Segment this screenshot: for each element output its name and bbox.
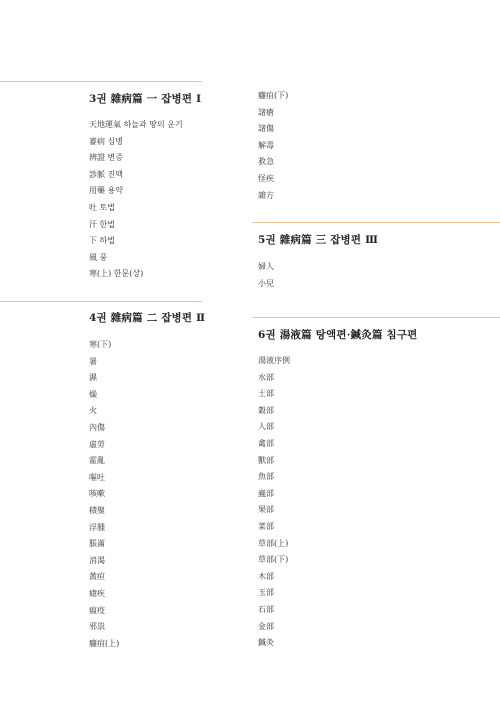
section-heading-vol3: 3권 雜病篇 一 잡병편 Ⅰ — [89, 93, 202, 105]
section-list-vol5 — [258, 259, 274, 292]
list-item: 諸傷 — [258, 124, 274, 134]
list-item: 木部 — [258, 571, 274, 581]
list-item: 諸瘡 — [258, 107, 274, 117]
list-item: 穀部 — [258, 405, 274, 415]
list-item: 汗 한법 — [89, 219, 115, 229]
list-item: 下 하법 — [89, 236, 115, 246]
list-item: 咳嗽 — [89, 489, 105, 499]
list-item: 天地運氣 하늘과 땅의 운기 — [89, 120, 183, 129]
list-item: 果部 — [258, 505, 274, 515]
list-item: 鍼灸 — [258, 638, 274, 648]
list-item: 嘔吐 — [89, 472, 105, 482]
section-rule-vol6 — [252, 317, 500, 318]
list-item: 辨證 변증 — [89, 153, 123, 163]
list-item: 邪祟 — [89, 622, 105, 632]
list-item: 石部 — [258, 604, 274, 614]
list-item: 救急 — [258, 157, 274, 167]
list-item: 暑 — [89, 356, 97, 366]
section-heading-vol4: 4권 雜病篇 二 잡병편 Ⅱ — [89, 312, 206, 324]
section-heading-vol6: 6권 湯液篇 탕액편·鍼灸篇 침구편 — [258, 329, 418, 341]
list-item: 小兒 — [258, 278, 274, 288]
list-item: 虛勞 — [89, 439, 105, 449]
list-item: 人部 — [258, 422, 274, 432]
list-item: 怪疾 — [258, 173, 274, 183]
list-item: 魚部 — [258, 472, 274, 482]
list-item: 水部 — [258, 372, 274, 382]
section-rule-vol5 — [252, 222, 500, 223]
list-item: 雜方 — [258, 190, 274, 200]
list-item: 用藥 용약 — [89, 186, 123, 196]
list-item: 獸部 — [258, 455, 274, 465]
list-item: 癰疽(上) — [89, 638, 120, 648]
list-item: 燥 — [89, 389, 97, 399]
list-item: 草部(上) — [258, 538, 289, 548]
list-item: 金部 — [258, 621, 274, 631]
list-item: 浮腫 — [89, 522, 105, 532]
list-item: 草部(下) — [258, 555, 289, 565]
list-item: 解毒 — [258, 140, 274, 150]
list-item: 寒(上) 한문(상) — [89, 269, 144, 279]
list-item: 黃疸 — [89, 572, 105, 582]
list-item: 霍亂 — [89, 456, 105, 466]
list-item: 玉部 — [258, 588, 274, 598]
list-item: 內傷 — [89, 422, 105, 432]
section-rule-vol3 — [0, 81, 202, 82]
section-list-vol3 — [89, 117, 183, 283]
section-list-vol4 — [89, 337, 119, 652]
list-item: 診脈 진맥 — [89, 169, 123, 179]
section-list-vol4-continued — [258, 88, 288, 204]
list-item: 消渴 — [89, 555, 105, 565]
list-item: 審病 심병 — [89, 136, 123, 146]
section-rule-vol4 — [0, 301, 202, 302]
list-item: 火 — [89, 406, 97, 416]
list-item: 菜部 — [258, 521, 274, 531]
section-heading-vol5: 5권 雜病篇 三 잡병편 Ⅲ — [258, 234, 379, 246]
list-item: 濕 — [89, 373, 97, 383]
list-item: 婦人 — [258, 262, 274, 271]
list-item: 吐 토법 — [89, 202, 115, 212]
list-item: 土部 — [258, 389, 274, 399]
list-item: 積聚 — [89, 505, 105, 515]
list-item: 瘧疾 — [89, 588, 105, 598]
list-item: 寒(下) — [89, 340, 112, 349]
list-item: 風 풍 — [89, 252, 108, 262]
section-list-vol6 — [258, 353, 290, 652]
list-item: 癰疽(下) — [258, 91, 289, 100]
list-item: 瘟疫 — [89, 605, 105, 615]
list-item: 禽部 — [258, 438, 274, 448]
list-item: 湯液序例 — [258, 356, 290, 365]
list-item: 脹滿 — [89, 539, 105, 549]
list-item: 蟲部 — [258, 488, 274, 498]
